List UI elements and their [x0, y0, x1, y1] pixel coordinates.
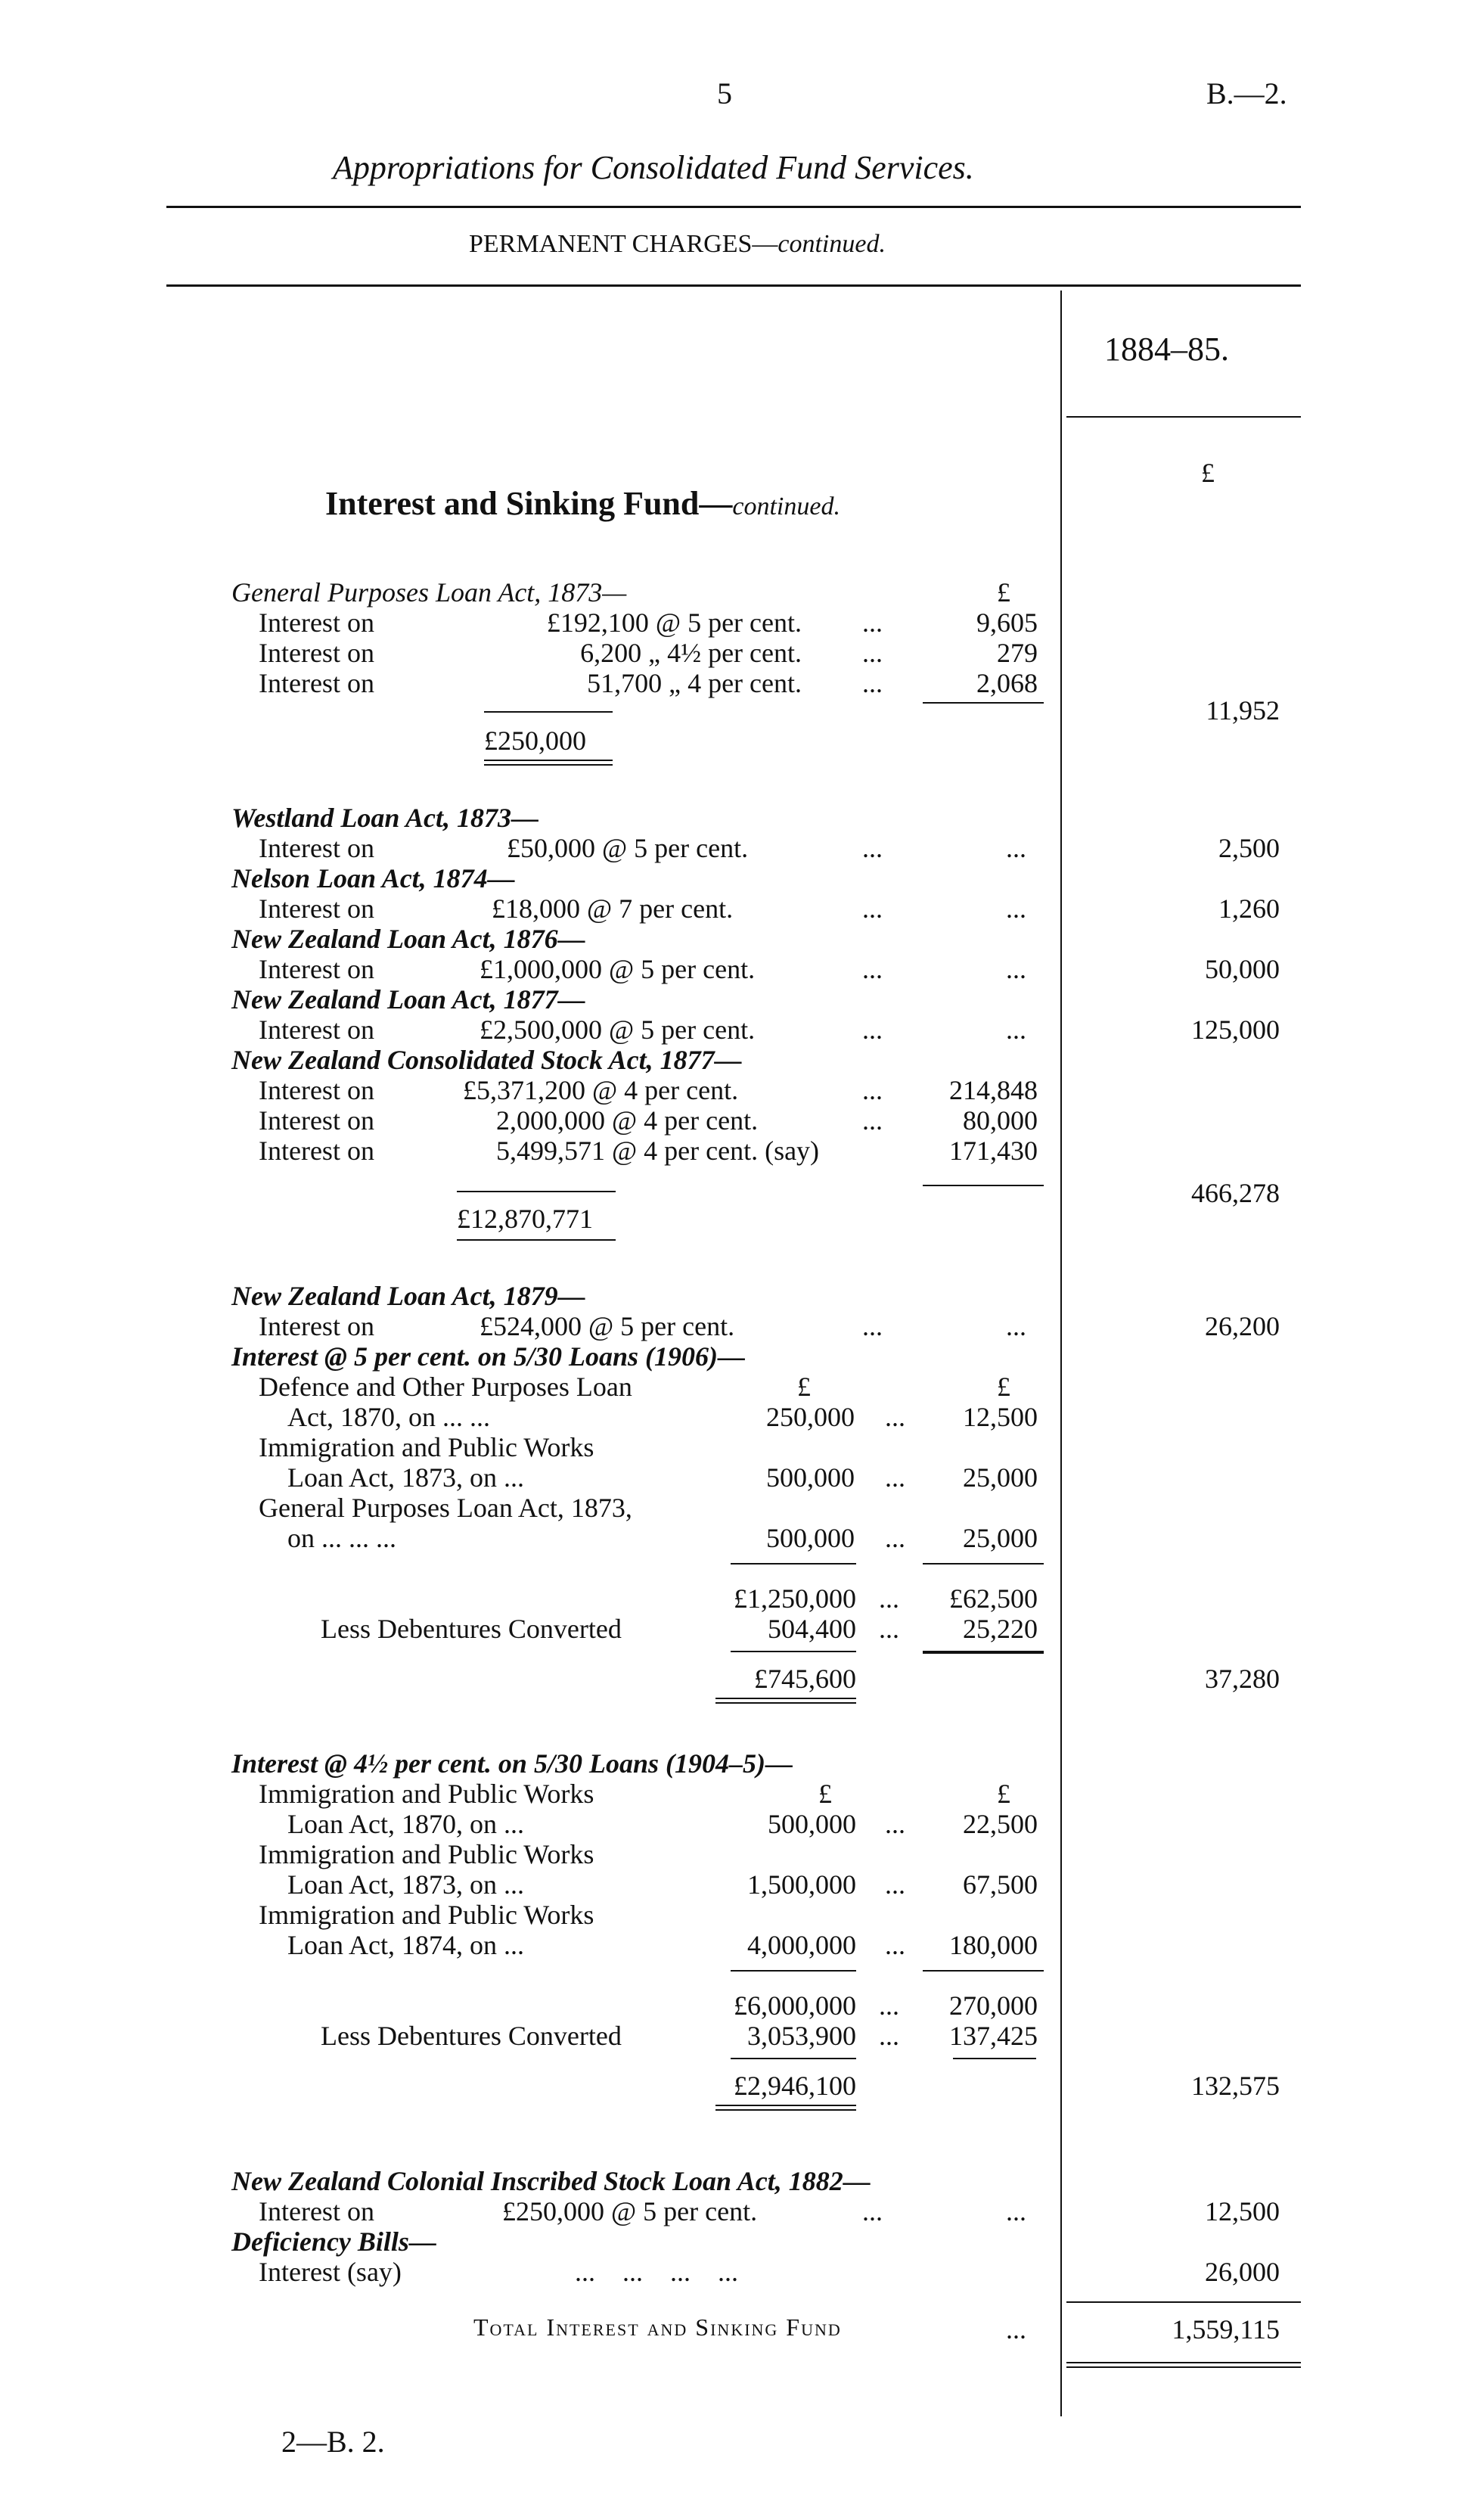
loans-1906-less-amount: 25,220 [963, 1614, 1038, 1644]
cs-row-label: Interest on [259, 1136, 374, 1166]
loans-1906-item-line2: on ... ... ... [287, 1523, 396, 1553]
loans-1904-item-line2: Loan Act, 1870, on ... [287, 1809, 524, 1839]
loan-label: Interest on [259, 1015, 374, 1045]
loans-1906-item-amount: 25,000 [963, 1462, 1038, 1493]
loans-1906-item-principal: 500,000 [766, 1462, 855, 1493]
loan-dots: ... [862, 833, 883, 863]
loans-1904-less-principal: 3,053,900 [747, 2021, 856, 2051]
loan-1879-principal: £524,000 @ 5 per cent. [480, 1311, 735, 1341]
loan-1879-label: Interest on [259, 1311, 374, 1341]
loans-1906-item-amount: 12,500 [963, 1402, 1038, 1432]
loan-total: 50,000 [1205, 954, 1280, 984]
loans-1906-less-principal: 504,400 [768, 1614, 856, 1644]
loans-1904-item-amount: 22,500 [963, 1809, 1038, 1839]
loans-1904-total: 132,575 [1191, 2071, 1280, 2101]
deficiency-dots: ... ... ... ... [575, 2257, 738, 2287]
gp-amount-rule [923, 702, 1044, 704]
loans-1904-item-principal: 1,500,000 [747, 1869, 856, 1900]
loans-1906-less-dots: ... [879, 1614, 899, 1644]
loans-1904-item-amount: 67,500 [963, 1869, 1038, 1900]
cs-subtotal-rule [457, 1191, 616, 1192]
gp-total: 11,952 [1206, 695, 1280, 726]
gp-row-principal: £192,100 @ 5 per cent. [546, 607, 802, 638]
loan-total: 1,260 [1218, 893, 1280, 924]
currency-header: £ [1201, 458, 1215, 488]
loans-1906-pound: £ [797, 1372, 811, 1402]
page-subtitle [469, 230, 886, 259]
cs-row-amount: 171,430 [949, 1136, 1038, 1166]
loan-heading: Nelson Loan Act, 1874— [231, 863, 515, 893]
loan-total: 2,500 [1218, 833, 1280, 863]
loan-principal: £2,500,000 @ 5 per cent. [480, 1015, 756, 1045]
loans-1904-sum-dots: ... [879, 1990, 899, 2021]
subtitle-rule [166, 284, 1301, 287]
loan-principal: £1,000,000 @ 5 per cent. [480, 954, 756, 984]
grand-total-dots: ... [1006, 2314, 1026, 2344]
loans-1904-less-label: Less Debentures Converted [321, 2021, 622, 2051]
loans-1904-sum-amount: 270,000 [949, 1990, 1038, 2021]
loan-dots: ... [1006, 833, 1026, 863]
title-rule [166, 206, 1301, 208]
loans-1904-less-dots: ... [879, 2021, 899, 2051]
loans-1904-amount-rule [923, 1970, 1044, 1972]
deficiency-heading: Deficiency Bills— [231, 2226, 436, 2257]
year-column-header: 1884–85. [1104, 331, 1229, 368]
loans-1904-amount-rule-2 [953, 2058, 1036, 2059]
loans-1906-item-amount: 25,000 [963, 1523, 1038, 1553]
loans-1906-item-dots: ... [885, 1523, 905, 1553]
loans-1904-heading: Interest @ 4½ per cent. on 5/30 Loans (1904–5)— [231, 1748, 793, 1779]
loans-1906-item-dots: ... [885, 1402, 905, 1432]
inscribed-stock-dots: ... [862, 2196, 883, 2226]
grand-total-label: Total Interest and Sinking Fund [473, 2313, 842, 2341]
loans-1904-item-line2: Loan Act, 1873, on ... [287, 1869, 524, 1900]
loans-1904-item-amount: 180,000 [949, 1930, 1038, 1960]
loans-1904-net-rule [731, 2058, 856, 2059]
gp-row-amount: 2,068 [976, 668, 1038, 698]
loans-1906-net-double-rule [715, 1698, 856, 1704]
inscribed-stock-label: Interest on [259, 2196, 374, 2226]
gp-subtotal-double-rule [484, 760, 613, 766]
cs-row-principal: 5,499,571 @ 4 per cent. (say) [496, 1136, 820, 1166]
section-title-continued: continued. [732, 493, 840, 520]
loan-label: Interest on [259, 954, 374, 984]
document-reference: B.—2. [1206, 76, 1287, 110]
cs-row-principal: £5,371,200 @ 4 per cent. [463, 1075, 739, 1105]
loan-label: Interest on [259, 893, 374, 924]
loans-1906-item-line2: Act, 1870, on ... ... [287, 1402, 490, 1432]
loans-1904-pound: £ [997, 1779, 1010, 1809]
cs-row-label: Interest on [259, 1075, 374, 1105]
cs-subtotal: £12,870,771 [457, 1204, 593, 1234]
loan-1879-dots: ... [1006, 1311, 1026, 1341]
loans-1906-less-label: Less Debentures Converted [321, 1614, 622, 1644]
gp-row-amount: 279 [997, 638, 1038, 668]
subtitle-main: PERMANENT CHARGES— [469, 230, 778, 258]
gp-row-principal: 6,200 „ 4½ per cent. [580, 638, 802, 668]
loan-dots: ... [1006, 954, 1026, 984]
loans-1904-net-double-rule [715, 2105, 856, 2111]
grand-total-value: 1,559,115 [1172, 2314, 1280, 2344]
loans-1906-total: 37,280 [1205, 1664, 1280, 1694]
footer-signature: 2—B. 2. [281, 2425, 385, 2459]
consolidated-stock-heading: New Zealand Consolidated Stock Act, 1877— [231, 1045, 742, 1075]
page-number: 5 [717, 76, 732, 110]
inscribed-stock-total: 12,500 [1205, 2196, 1280, 2226]
loan-heading: New Zealand Loan Act, 1876— [231, 924, 585, 954]
gp-row-amount: 9,605 [976, 607, 1038, 638]
loans-1906-item-principal: 500,000 [766, 1523, 855, 1553]
cs-row-amount: 80,000 [963, 1105, 1038, 1136]
loan-principal: £18,000 @ 7 per cent. [492, 893, 734, 924]
loans-1906-sum-amount: £62,500 [949, 1583, 1038, 1614]
inscribed-stock-heading: New Zealand Colonial Inscribed Stock Loan Act, 1882— [231, 2166, 871, 2196]
grand-total-double-rule [1066, 2362, 1301, 2368]
loans-1906-amount-rule [923, 1563, 1044, 1565]
loans-1904-sum-principal: £6,000,000 [734, 1990, 856, 2021]
general-purposes-heading: General Purposes Loan Act, 1873— [231, 577, 627, 607]
loans-1906-item-line1: Defence and Other Purposes Loan [259, 1372, 632, 1402]
inscribed-stock-principal: £250,000 @ 5 per cent. [502, 2196, 758, 2226]
loans-1906-sum-dots: ... [879, 1583, 899, 1614]
inscribed-stock-dots: ... [1006, 2196, 1026, 2226]
gp-row-dots: ... [862, 607, 883, 638]
loans-1906-item-line1: General Purposes Loan Act, 1873, [259, 1493, 632, 1523]
cs-row-amount: 214,848 [949, 1075, 1038, 1105]
deficiency-label: Interest (say) [259, 2257, 402, 2287]
cs-row-label: Interest on [259, 1105, 374, 1136]
gp-row-label: Interest on [259, 607, 374, 638]
loans-1904-less-amount: 137,425 [949, 2021, 1038, 2051]
loans-1906-item-line2: Loan Act, 1873, on ... [287, 1462, 524, 1493]
loans-1904-item-dots: ... [885, 1930, 905, 1960]
loans-1904-item-line1: Immigration and Public Works [259, 1779, 594, 1809]
loans-1906-net-rule [731, 1651, 856, 1652]
loans-1904-item-principal: 4,000,000 [747, 1930, 856, 1960]
gp-row-label: Interest on [259, 638, 374, 668]
loans-1904-pound: £ [818, 1779, 832, 1809]
loan-heading: New Zealand Loan Act, 1877— [231, 984, 585, 1015]
loans-1904-item-dots: ... [885, 1809, 905, 1839]
loans-1904-net-principal: £2,946,100 [734, 2071, 856, 2101]
cs-total: 466,278 [1191, 1178, 1280, 1208]
column-divider [1060, 291, 1062, 2416]
loans-1906-principal-rule [731, 1563, 856, 1565]
gp-row-dots: ... [862, 638, 883, 668]
gp-subtotal: £250,000 [484, 726, 586, 756]
loan-1879-heading: New Zealand Loan Act, 1879— [231, 1281, 585, 1311]
cs-row-principal: 2,000,000 @ 4 per cent. [496, 1105, 759, 1136]
grand-total-top-rule [1066, 2301, 1301, 2303]
cs-subtotal-underline [457, 1239, 616, 1241]
cs-row-dots: ... [862, 1105, 883, 1136]
section-title [325, 484, 840, 523]
loans-1906-item-dots: ... [885, 1462, 905, 1493]
loan-dots: ... [1006, 893, 1026, 924]
loans-1904-principal-rule [731, 1970, 856, 1972]
loans-1906-sum-principal: £1,250,000 [734, 1583, 856, 1614]
loans-1906-heading: Interest @ 5 per cent. on 5/30 Loans (1906)— [231, 1341, 745, 1372]
loans-1904-item-line1: Immigration and Public Works [259, 1900, 594, 1930]
loan-principal: £50,000 @ 5 per cent. [507, 833, 749, 863]
loans-1904-item-dots: ... [885, 1869, 905, 1900]
cs-row-dots: ... [862, 1075, 883, 1105]
loan-dots: ... [862, 893, 883, 924]
year-header-rule [1066, 416, 1301, 418]
loan-heading: Westland Loan Act, 1873— [231, 803, 539, 833]
gp-row-principal: 51,700 „ 4 per cent. [587, 668, 802, 698]
loans-1906-net-principal: £745,600 [754, 1664, 856, 1694]
loans-1906-pound: £ [997, 1372, 1010, 1402]
loans-1904-item-line1: Immigration and Public Works [259, 1839, 594, 1869]
loans-1904-item-principal: 500,000 [768, 1809, 856, 1839]
loan-dots: ... [1006, 1015, 1026, 1045]
subtitle-continued: continued. [778, 230, 886, 258]
loan-dots: ... [862, 954, 883, 984]
general-purposes-pound: £ [997, 577, 1010, 607]
loan-1879-dots: ... [862, 1311, 883, 1341]
loan-dots: ... [862, 1015, 883, 1045]
loans-1906-item-line1: Immigration and Public Works [259, 1432, 594, 1462]
gp-row-dots: ... [862, 668, 883, 698]
cs-amount-rule [923, 1185, 1044, 1186]
deficiency-total: 26,000 [1205, 2257, 1280, 2287]
loans-1904-item-line2: Loan Act, 1874, on ... [287, 1930, 524, 1960]
loan-label: Interest on [259, 833, 374, 863]
loans-1906-item-principal: 250,000 [766, 1402, 855, 1432]
gp-row-label: Interest on [259, 668, 374, 698]
gp-subtotal-rule [484, 711, 613, 713]
page-title: Appropriations for Consolidated Fund Services. [333, 149, 974, 186]
loans-1906-amount-bold-rule [923, 1651, 1044, 1654]
section-title-main: Interest and Sinking Fund— [325, 485, 733, 522]
loan-1879-total: 26,200 [1205, 1311, 1280, 1341]
loan-total: 125,000 [1191, 1015, 1280, 1045]
